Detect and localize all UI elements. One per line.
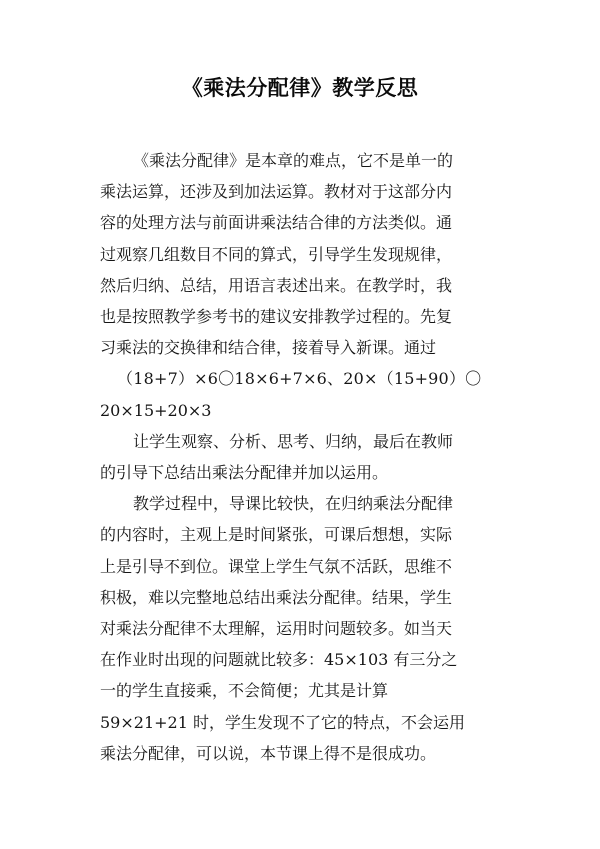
paragraph-line: 然后归纳、总结，用语言表述出来。在教学时，我 bbox=[100, 275, 453, 295]
paragraph-line: 乘法分配律，可以说，本节课上得不是很成功。 bbox=[100, 743, 437, 763]
document-body bbox=[100, 145, 502, 769]
paragraph-line: 过观察几组数目不同的算式，引导学生发现规律， bbox=[100, 244, 453, 264]
formula-line: 20×15+20×3 bbox=[100, 400, 212, 420]
paragraph-line: 对乘法分配律不太理解，运用时问题较多。如当天 bbox=[100, 619, 453, 639]
paragraph-line: 也是按照教学参考书的建议安排教学过程的。先复 bbox=[100, 307, 453, 327]
paragraph-line: 一的学生直接乘，不会简便；尤其是计算 bbox=[100, 681, 389, 701]
paragraph-line: 让学生观察、分析、思考、归纳，最后在教师 bbox=[133, 431, 454, 451]
paragraph-line: 59×21+21 时，学生发现不了它的特点，不会运用 bbox=[100, 712, 465, 732]
paragraph-line: 习乘法的交换律和结合律，接着导入新课。通过 bbox=[100, 338, 437, 358]
paragraph-line: 《乘法分配律》是本章的难点，它不是单一的 bbox=[133, 151, 454, 170]
paragraph-line: 的内容时，主观上是时间紧张，可课后想想，实际 bbox=[100, 525, 453, 545]
paragraph-line: 教学过程中，导课比较快，在归纳乘法分配律 bbox=[133, 494, 454, 514]
paragraph-line: 乘法运算，还涉及到加法运算。教材对于这部分内 bbox=[100, 182, 453, 202]
paragraph-line: 积极，难以完整地总结出乘法分配律。结果，学生 bbox=[100, 587, 453, 607]
paragraph-line: 的引导下总结出乘法分配律并加以运用。 bbox=[100, 463, 389, 483]
paragraph-line: 容的处理方法与前面讲乘法结合律的方法类似。通 bbox=[100, 213, 453, 233]
paragraph-line: 上是引导不到位。课堂上学生气氛不活跃，思维不 bbox=[100, 556, 453, 576]
document-title: 《乘法分配律》教学反思 bbox=[181, 76, 419, 100]
paragraph-line: 在作业时出现的问题就比较多：45×103 有三分之 bbox=[100, 650, 458, 670]
formula-line: （18+7）×6〇18×6+7×6、20×（15+90）〇 bbox=[117, 369, 482, 389]
